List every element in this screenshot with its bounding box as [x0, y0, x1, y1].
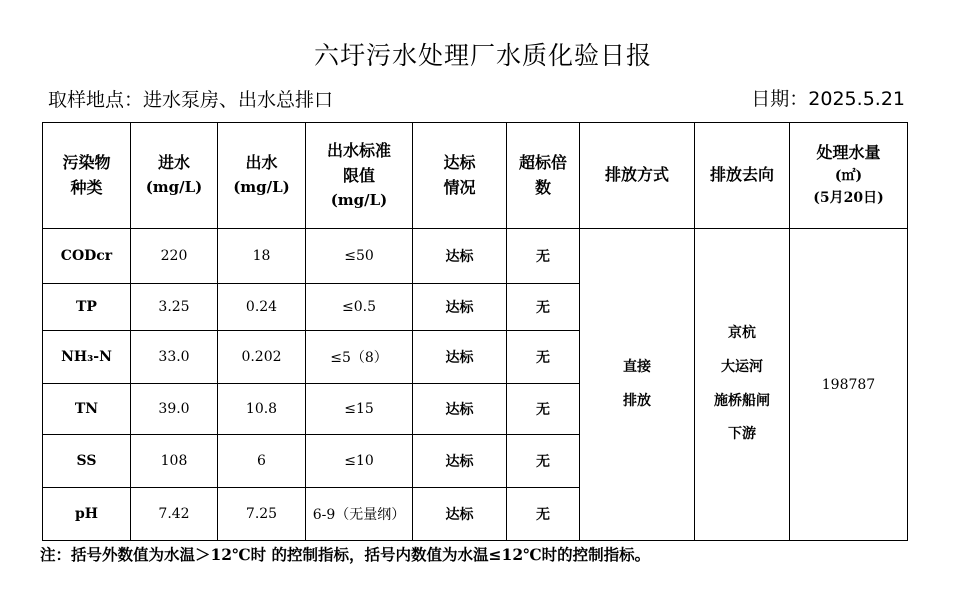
- status-value: 达标: [413, 229, 507, 284]
- limit-value: 6-9（无量纲）: [306, 488, 413, 541]
- sampling-location: 取样地点：进水泵房、出水总排口: [48, 89, 334, 111]
- report-title: 六圩污水处理厂水质化验日报: [313, 41, 652, 70]
- excess-value: 无: [507, 488, 580, 541]
- header-volume-date: (5月20日): [813, 189, 884, 206]
- header-status-line2: 情况: [443, 177, 476, 197]
- pollutant-name: TN: [43, 384, 131, 435]
- effluent-value: 0.202: [218, 331, 306, 384]
- header-influent-unit: (mg/L): [145, 178, 203, 197]
- excess-value: 无: [507, 435, 580, 488]
- header-limit-line2: 限值: [342, 165, 375, 185]
- header-influent: [131, 123, 218, 229]
- destination-line2: 大运河: [721, 358, 763, 375]
- header-excess: [507, 123, 580, 229]
- limit-value: ≤0.5: [306, 284, 413, 331]
- header-effluent-line1: 出水: [245, 153, 278, 173]
- effluent-value: 6: [218, 435, 306, 488]
- excess-value: 无: [507, 331, 580, 384]
- header-limit-line1: 出水标准: [326, 141, 391, 161]
- limit-value: ≤15: [306, 384, 413, 435]
- influent-value: 108: [131, 435, 218, 488]
- header-effluent-unit: (mg/L): [233, 178, 290, 197]
- header-volume-line1: 处理水量: [816, 143, 881, 163]
- header-status: [413, 123, 507, 229]
- status-value: 达标: [413, 488, 507, 541]
- water-quality-table: [42, 122, 908, 541]
- limit-value: ≤50: [306, 229, 413, 284]
- status-value: 达标: [413, 384, 507, 435]
- header-influent-line1: 进水: [157, 153, 190, 173]
- header-pollutant: [43, 123, 131, 229]
- destination-line1: 京杭: [728, 325, 756, 342]
- discharge-destination: [695, 229, 790, 541]
- header-limit-unit: (mg/L): [330, 190, 388, 209]
- header-volume: [790, 123, 908, 229]
- header-pollutant-line1: 污染物: [62, 152, 111, 172]
- header-row: [43, 123, 908, 229]
- footnote: 注：括号外数值为水温＞12℃时 的控制指标，括号内数值为水温≤12℃时的控制指标。: [40, 545, 651, 564]
- header-status-line1: 达标: [443, 152, 476, 172]
- status-value: 达标: [413, 284, 507, 331]
- report-date: 日期：2025.5.21: [751, 88, 905, 110]
- limit-value: ≤10: [306, 435, 413, 488]
- destination-line3: 施桥船闸: [714, 392, 770, 409]
- influent-value: 3.25: [131, 284, 218, 331]
- limit-value: ≤5（8）: [306, 331, 413, 384]
- effluent-value: 0.24: [218, 284, 306, 331]
- excess-value: 无: [507, 284, 580, 331]
- destination-line4: 下游: [728, 426, 756, 443]
- header-effluent: [218, 123, 306, 229]
- effluent-value: 18: [218, 229, 306, 284]
- header-method: 排放方式: [580, 123, 695, 229]
- header-excess-line2: 数: [534, 177, 551, 197]
- pollutant-name: NH₃-N: [43, 331, 131, 384]
- discharge-method-line2: 排放: [623, 392, 651, 409]
- influent-value: 220: [131, 229, 218, 284]
- excess-value: 无: [507, 229, 580, 284]
- header-limit: [306, 123, 413, 229]
- status-value: 达标: [413, 435, 507, 488]
- table-row: [43, 229, 908, 284]
- header-pollutant-line2: 种类: [70, 177, 103, 197]
- pollutant-name: CODcr: [43, 229, 131, 284]
- influent-value: 7.42: [131, 488, 218, 541]
- influent-value: 39.0: [131, 384, 218, 435]
- header-excess-line1: 超标倍: [518, 152, 567, 172]
- pollutant-name: TP: [43, 284, 131, 331]
- influent-value: 33.0: [131, 331, 218, 384]
- pollutant-name: SS: [43, 435, 131, 488]
- discharge-method-line1: 直接: [623, 358, 651, 375]
- discharge-method: [580, 229, 695, 541]
- treated-volume: 198787: [790, 229, 908, 541]
- pollutant-name: pH: [43, 488, 131, 541]
- effluent-value: 10.8: [218, 384, 306, 435]
- effluent-value: 7.25: [218, 488, 306, 541]
- header-volume-unit: (㎡): [834, 168, 863, 185]
- header-destination: 排放去向: [695, 123, 790, 229]
- status-value: 达标: [413, 331, 507, 384]
- excess-value: 无: [507, 384, 580, 435]
